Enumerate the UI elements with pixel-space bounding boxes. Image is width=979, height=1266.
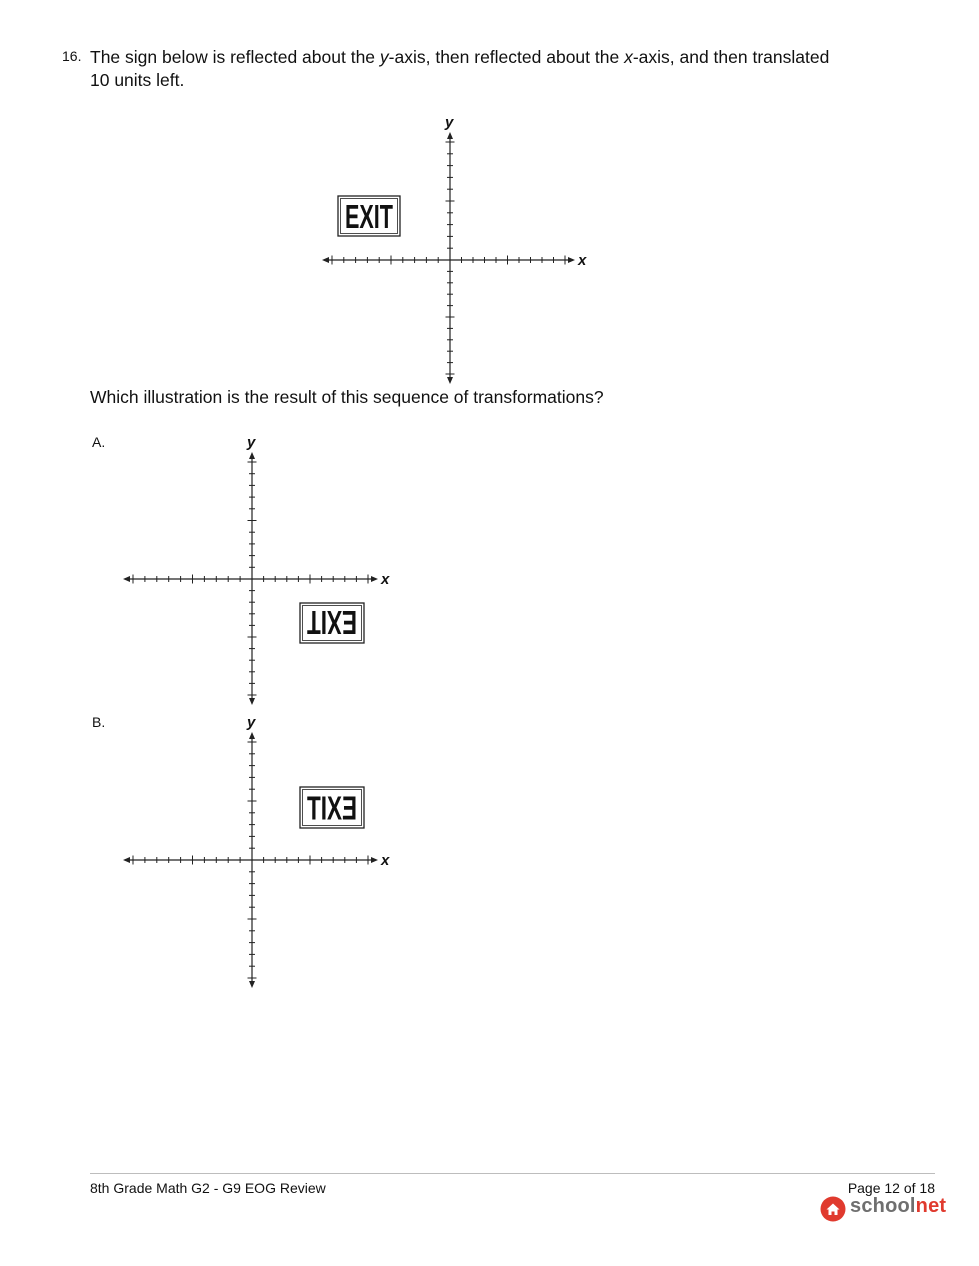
original-graph	[310, 112, 600, 392]
question-text-part: -axis, and then translated 10 units left.	[90, 47, 830, 90]
exit-sign	[338, 196, 400, 236]
y-axis-arrow-down	[447, 377, 453, 384]
x-axis-arrow-right	[371, 576, 378, 582]
x-axis-arrow-right	[371, 857, 378, 863]
exit-sign-text: EXIT	[307, 789, 357, 827]
page-number: Page 12 of 18	[847, 1180, 935, 1196]
question-text-x-var: x	[624, 47, 633, 67]
x-axis-arrow-left	[123, 857, 130, 863]
prompt-text: Which illustration is the result of this sequence of transformations?	[90, 387, 604, 407]
choice-a-graph[interactable]	[110, 432, 400, 712]
question-text-y-var: y	[379, 47, 389, 67]
exit-sign-text: EXIT	[345, 198, 393, 235]
question-text-part: The sign below is reflected about the	[90, 47, 380, 67]
logo-text-school: school	[850, 1195, 916, 1217]
logo-text	[850, 1195, 946, 1218]
exit-sign-text: EXIT	[307, 604, 357, 641]
y-axis-arrow-down	[249, 981, 255, 988]
schoolnet-logo	[820, 1194, 947, 1224]
exit-sign	[300, 603, 364, 643]
question-number: 16.	[62, 48, 82, 64]
question-text	[90, 46, 850, 92]
exit-sign	[300, 787, 364, 828]
y-axis-arrow-up	[249, 452, 255, 459]
logo-text-net: net	[915, 1195, 947, 1217]
y-axis-arrow-up	[447, 132, 453, 139]
choice-b-label: B.	[92, 714, 106, 730]
footer-divider	[90, 1173, 935, 1174]
choice-b-graph[interactable]	[110, 712, 400, 992]
y-axis-arrow-down	[249, 698, 255, 705]
y-axis-label: y	[445, 114, 454, 131]
y-axis-label: y	[247, 714, 256, 731]
house-icon	[820, 1196, 846, 1222]
x-axis-arrow-left	[322, 257, 329, 263]
x-axis-label: x	[381, 852, 390, 869]
x-axis-arrow-left	[123, 576, 130, 582]
x-axis-label: x	[381, 571, 390, 588]
x-axis-label: x	[578, 252, 587, 269]
footer-title: 8th Grade Math G2 - G9 EOG Review	[90, 1180, 326, 1196]
y-axis-label: y	[247, 434, 256, 451]
choice-a-label: A.	[92, 434, 106, 450]
y-axis-arrow-up	[249, 732, 255, 739]
x-axis-arrow-right	[568, 257, 575, 263]
question-text-part: -axis, then reflected about the	[388, 47, 625, 67]
